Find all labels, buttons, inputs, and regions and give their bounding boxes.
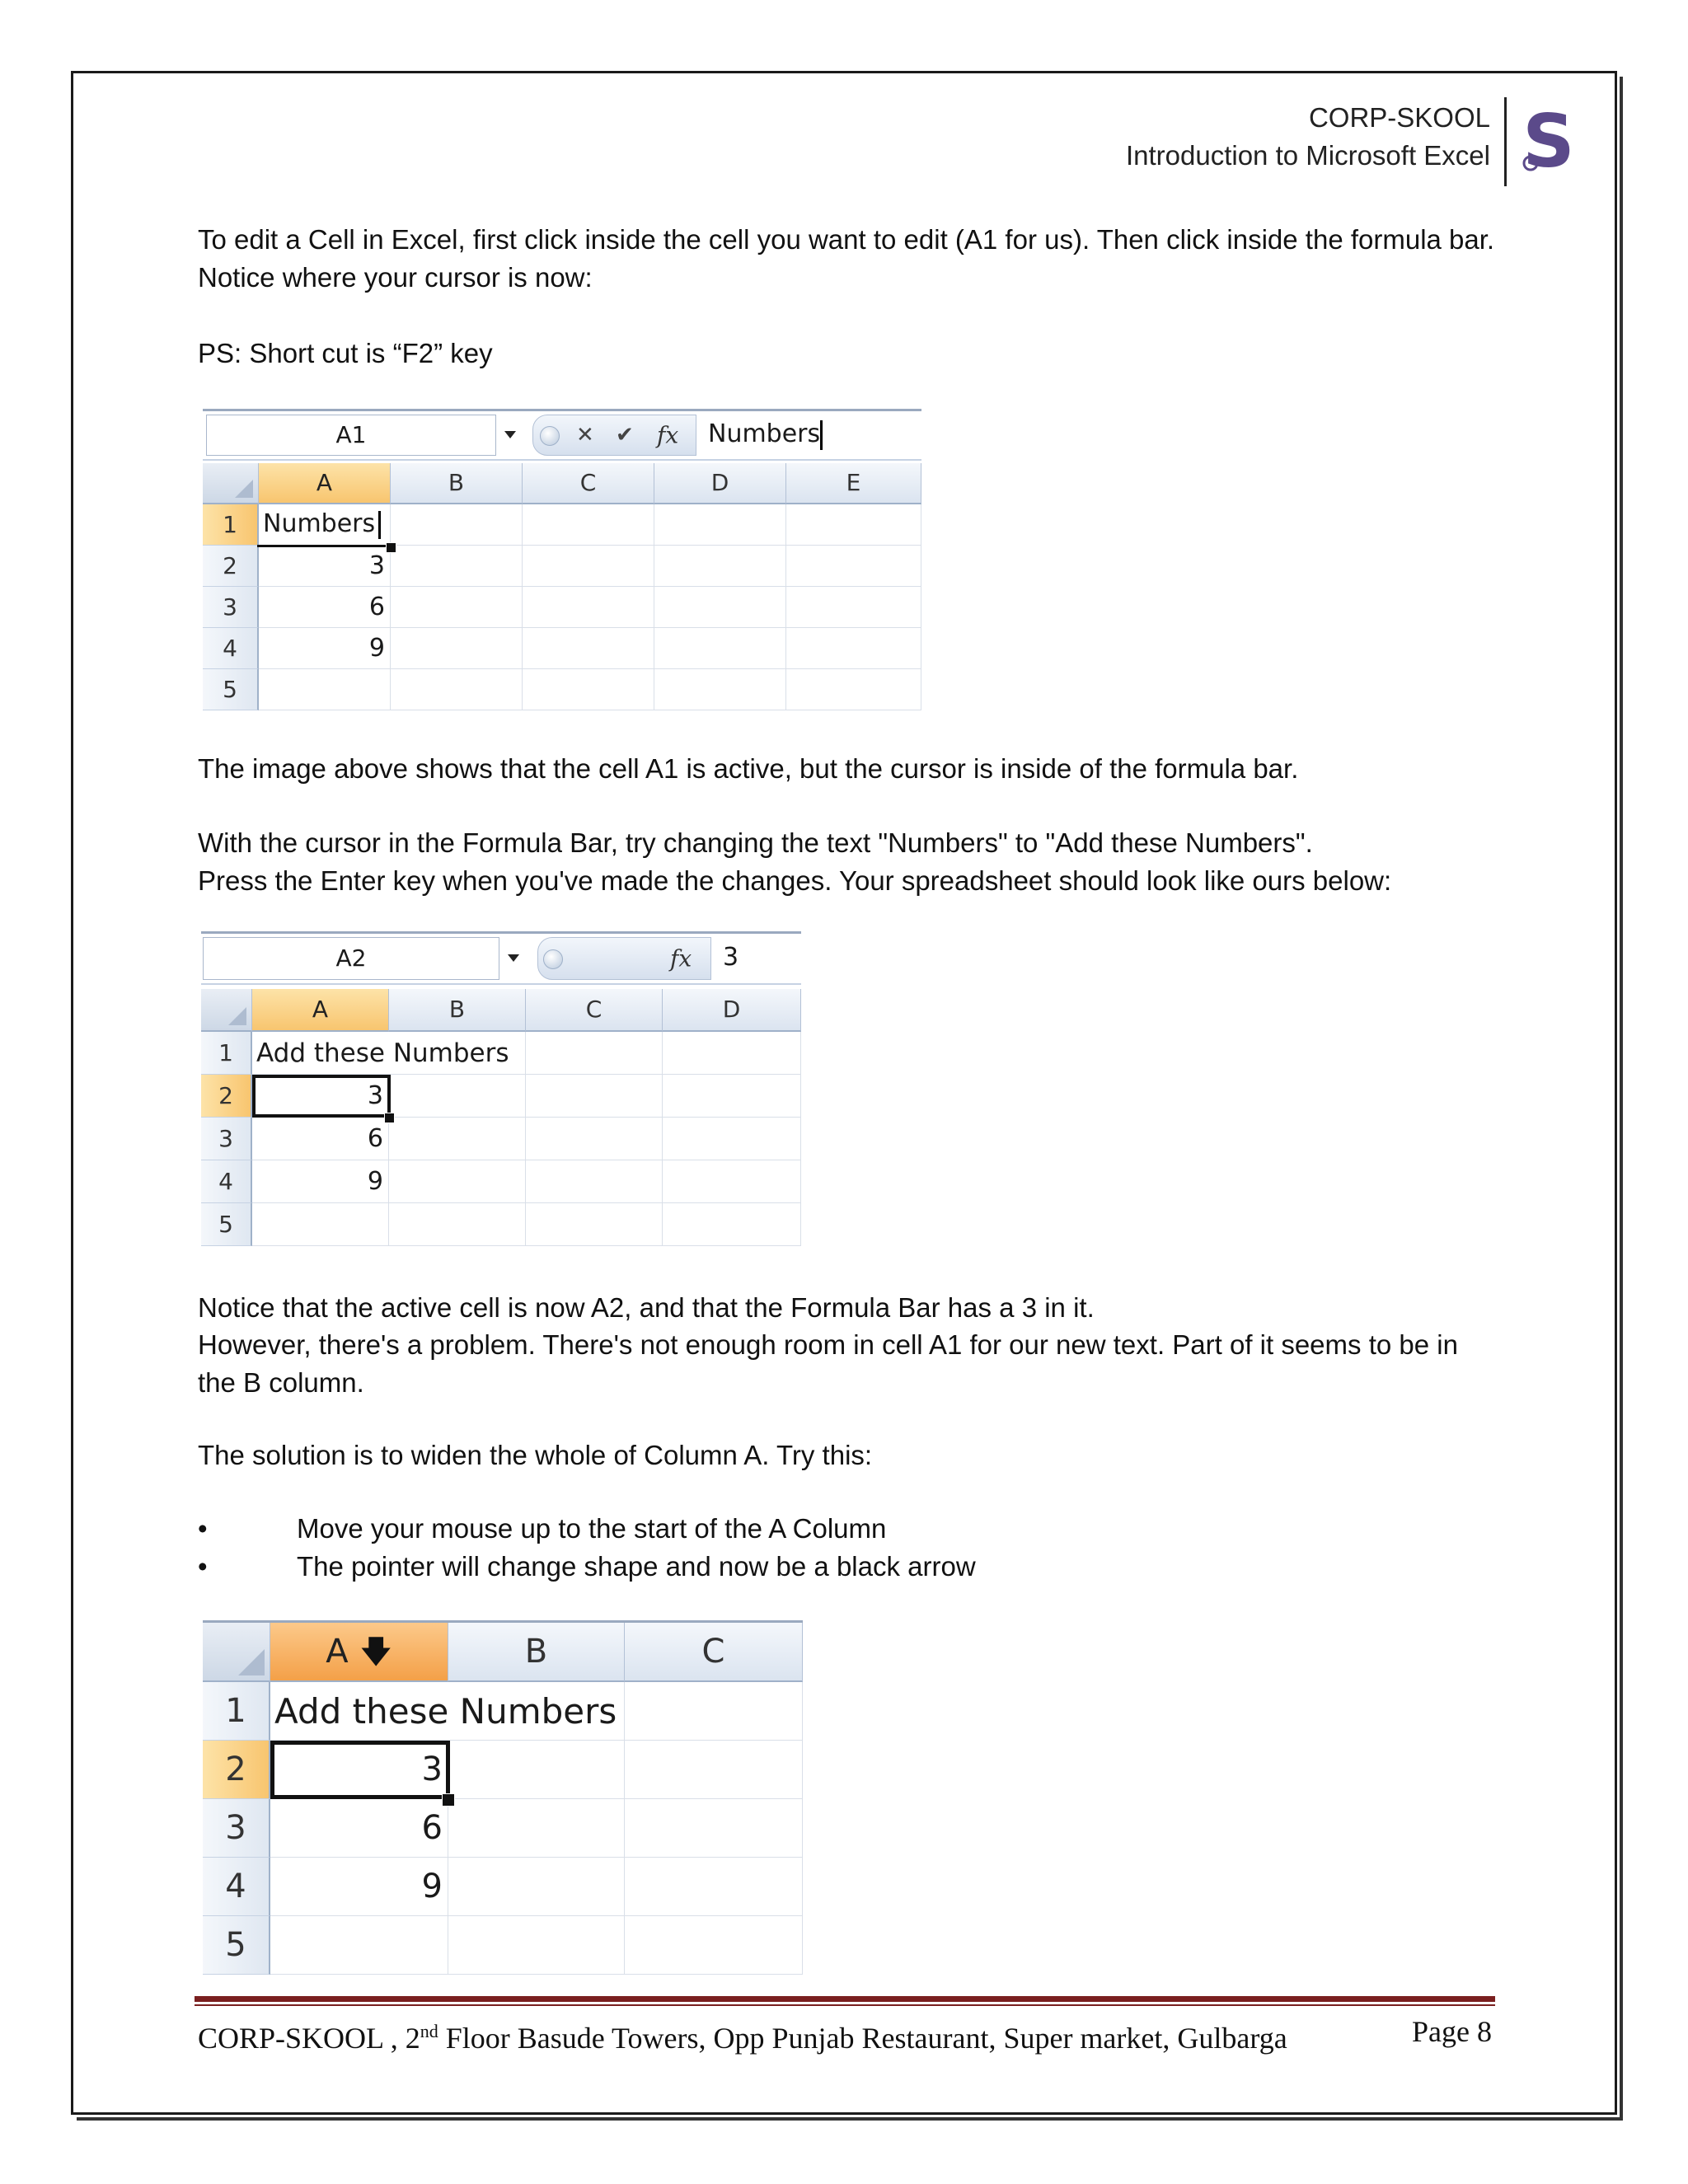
cell-e4[interactable] xyxy=(786,628,921,669)
active-cell-border xyxy=(257,503,392,547)
page-number: Page 8 xyxy=(1412,2015,1492,2048)
column-header-d[interactable]: D xyxy=(663,989,801,1032)
cell-d5[interactable] xyxy=(663,1203,801,1246)
row-header-1[interactable]: 1 xyxy=(201,1032,252,1075)
cell-c5[interactable] xyxy=(625,1916,803,1975)
cell-b5[interactable] xyxy=(389,1203,526,1246)
worksheet-grid xyxy=(203,1623,803,1977)
name-box-value: A2 xyxy=(335,944,367,972)
footer-address-start: CORP-SKOOL , 2 xyxy=(198,2022,420,2055)
name-box[interactable] xyxy=(206,415,496,456)
formula-value: 3 xyxy=(723,943,739,972)
row-header-5[interactable]: 5 xyxy=(203,669,259,710)
cell-a5[interactable] xyxy=(252,1203,389,1246)
cell-a3[interactable]: 6 xyxy=(259,587,391,628)
resize-knob-icon[interactable] xyxy=(543,949,563,969)
row-header-1[interactable]: 1 xyxy=(203,504,259,546)
cell-a4[interactable]: 9 xyxy=(259,628,391,669)
page-header xyxy=(1126,99,1490,175)
paragraph-cell-active: The image above shows that the cell A1 is active, but the cursor is inside of the formula bar. xyxy=(198,753,1299,784)
column-header-a[interactable]: A xyxy=(259,463,391,504)
cell-b3[interactable] xyxy=(389,1118,526,1160)
cell-b1[interactable] xyxy=(391,504,523,546)
cell-d1[interactable] xyxy=(654,504,786,546)
cell-c3[interactable] xyxy=(625,1799,803,1858)
column-header-a[interactable] xyxy=(270,1623,448,1682)
paragraph-edit-cell: To edit a Cell in Excel, first click inside the cell you want to edit (A1 for us). Then click inside the formula bar. Notice where your cursor is now: xyxy=(198,224,1495,293)
cell-d4[interactable] xyxy=(654,628,786,669)
paragraph-shortcut: PS: Short cut is “F2” key xyxy=(198,338,493,368)
formula-input[interactable] xyxy=(696,415,921,456)
cell-b2[interactable] xyxy=(391,546,523,587)
cell-b2[interactable] xyxy=(389,1075,526,1118)
row-header-5[interactable]: 5 xyxy=(203,1916,270,1975)
bullet-icon: • xyxy=(198,1551,208,1582)
select-all-corner[interactable] xyxy=(203,463,259,504)
column-header-c[interactable]: C xyxy=(526,989,663,1032)
cell-c2[interactable] xyxy=(523,546,654,587)
column-header-b[interactable]: B xyxy=(391,463,523,504)
paragraph-press-enter: Press the Enter key when you've made the changes. Your spreadsheet should look like ours below: xyxy=(198,865,1392,896)
row-header-2[interactable]: 2 xyxy=(203,1741,270,1799)
row-header-4[interactable]: 4 xyxy=(203,628,259,669)
select-all-corner[interactable] xyxy=(203,1623,270,1682)
formula-input[interactable] xyxy=(710,937,801,980)
cell-e1[interactable] xyxy=(786,504,921,546)
cell-b3[interactable] xyxy=(448,1799,625,1858)
cell-a5[interactable] xyxy=(259,669,391,710)
cell-c3[interactable] xyxy=(526,1118,663,1160)
column-header-a[interactable]: A xyxy=(252,989,389,1032)
cell-c5[interactable] xyxy=(526,1203,663,1246)
name-box-value: A1 xyxy=(335,421,367,448)
row-header-1[interactable]: 1 xyxy=(203,1682,270,1741)
enter-icon[interactable]: ✔ xyxy=(616,423,634,448)
active-cell-border xyxy=(270,1741,450,1799)
cancel-icon[interactable]: ✕ xyxy=(576,423,594,448)
cell-b5[interactable] xyxy=(391,669,523,710)
column-header-c[interactable]: C xyxy=(523,463,654,504)
worksheet-grid xyxy=(203,463,921,712)
name-box-dropdown-icon[interactable] xyxy=(508,954,519,962)
column-header-e[interactable]: E xyxy=(786,463,921,504)
column-header-c[interactable]: C xyxy=(625,1623,803,1682)
cell-b4[interactable] xyxy=(389,1160,526,1203)
paragraph-problem: However, there's a problem. There's not enough room in cell A1 for our new text. Part of it seems to be in the B column. xyxy=(198,1329,1458,1398)
header-divider xyxy=(1504,97,1507,186)
cell-a4[interactable]: 9 xyxy=(252,1160,389,1203)
excel-screenshot-3 xyxy=(203,1620,803,1977)
row-header-4[interactable]: 4 xyxy=(201,1160,252,1203)
cell-d2[interactable] xyxy=(663,1075,801,1118)
cell-a3[interactable]: 6 xyxy=(252,1118,389,1160)
select-column-pointer-icon: 🡇 xyxy=(359,1633,392,1670)
cell-a1[interactable]: Add these Numbers xyxy=(270,1682,448,1741)
name-box[interactable] xyxy=(203,937,499,980)
list-item-text: Move your mouse up to the start of the A Column xyxy=(297,1513,887,1544)
text-cursor xyxy=(820,420,823,450)
resize-knob-icon[interactable] xyxy=(540,426,560,446)
cell-e3[interactable] xyxy=(786,587,921,628)
cell-a5[interactable] xyxy=(270,1916,448,1975)
fill-handle[interactable] xyxy=(384,1113,395,1123)
row-header-5[interactable]: 5 xyxy=(201,1203,252,1246)
row-header-2[interactable]: 2 xyxy=(201,1075,252,1118)
footer-address-end: Floor Basude Towers, Opp Punjab Restaurant, Super market, Gulbarga xyxy=(438,2022,1287,2055)
cell-b4[interactable] xyxy=(448,1858,625,1916)
cell-c4[interactable] xyxy=(526,1160,663,1203)
row-header-2[interactable]: 2 xyxy=(203,546,259,587)
row-header-3[interactable]: 3 xyxy=(201,1118,252,1160)
insert-function-icon[interactable]: fx xyxy=(670,944,692,972)
column-header-a-label: A xyxy=(326,1633,349,1671)
page-footer xyxy=(198,2011,1492,2059)
footer-rule-thin xyxy=(195,2004,1495,2006)
column-header-b[interactable]: B xyxy=(389,989,526,1032)
cell-b2[interactable] xyxy=(448,1741,625,1799)
cell-d2[interactable] xyxy=(654,546,786,587)
column-header-b[interactable]: B xyxy=(448,1623,625,1682)
footer-rule xyxy=(195,1996,1495,2002)
cell-b4[interactable] xyxy=(391,628,523,669)
paragraph-solution: The solution is to widen the whole of Column A. Try this: xyxy=(198,1440,873,1470)
formula-bar xyxy=(201,931,801,985)
logo-letter: S xyxy=(1522,102,1575,181)
cell-e2[interactable] xyxy=(786,546,921,587)
cell-d4[interactable] xyxy=(663,1160,801,1203)
active-cell-border xyxy=(252,1075,391,1118)
excel-screenshot-1 xyxy=(203,409,921,712)
row-header-4[interactable]: 4 xyxy=(203,1858,270,1916)
header-subtitle: Introduction to Microsoft Excel xyxy=(1125,140,1490,171)
list-item-text: The pointer will change shape and now be a black arrow xyxy=(297,1551,976,1582)
cell-a4[interactable]: 9 xyxy=(270,1858,448,1916)
cell-b3[interactable] xyxy=(391,587,523,628)
row-header-3[interactable]: 3 xyxy=(203,587,259,628)
footer-ordinal: nd xyxy=(420,2021,438,2041)
cell-c1[interactable] xyxy=(523,504,654,546)
fill-handle[interactable] xyxy=(386,542,396,553)
cell-d3[interactable] xyxy=(663,1118,801,1160)
paragraph-active-a2: Notice that the active cell is now A2, and that the Formula Bar has a 3 in it. xyxy=(198,1292,1095,1323)
cell-d1[interactable] xyxy=(663,1032,801,1075)
fill-handle[interactable] xyxy=(442,1793,455,1807)
cell-a2[interactable]: 3 xyxy=(252,1075,389,1118)
cell-a2[interactable]: 3 xyxy=(270,1741,448,1799)
excel-screenshot-2 xyxy=(201,931,801,1248)
cell-c4[interactable] xyxy=(625,1858,803,1916)
cell-d3[interactable] xyxy=(654,587,786,628)
cell-a1-value: Numbers xyxy=(263,509,376,538)
header-title: CORP-SKOOL xyxy=(1308,102,1490,133)
cell-d5[interactable] xyxy=(654,669,786,710)
cell-c5[interactable] xyxy=(523,669,654,710)
cell-a1[interactable]: Add these Numbers xyxy=(252,1032,389,1075)
corp-skool-logo-icon xyxy=(1519,102,1578,181)
select-all-corner[interactable] xyxy=(201,989,252,1032)
row-header-3[interactable]: 3 xyxy=(203,1799,270,1858)
formula-bar xyxy=(203,409,921,461)
cell-c3[interactable] xyxy=(523,587,654,628)
column-header-d[interactable]: D xyxy=(654,463,786,504)
bullet-icon: • xyxy=(198,1513,208,1544)
cell-a2[interactable]: 3 xyxy=(259,546,391,587)
formula-value: Numbers xyxy=(708,419,821,448)
cell-c2[interactable] xyxy=(526,1075,663,1118)
cell-c2[interactable] xyxy=(625,1741,803,1799)
name-box-dropdown-icon[interactable] xyxy=(504,431,516,438)
cell-e5[interactable] xyxy=(786,669,921,710)
cell-b5[interactable] xyxy=(448,1916,625,1975)
cell-c4[interactable] xyxy=(523,628,654,669)
insert-function-icon[interactable]: fx xyxy=(657,421,679,449)
cell-c1[interactable] xyxy=(625,1682,803,1741)
cell-c1[interactable] xyxy=(526,1032,663,1075)
worksheet-grid xyxy=(201,989,801,1248)
cell-a3[interactable]: 6 xyxy=(270,1799,448,1858)
paragraph-change-text: With the cursor in the Formula Bar, try changing the text "Numbers" to "Add these Numbers". xyxy=(198,827,1313,858)
